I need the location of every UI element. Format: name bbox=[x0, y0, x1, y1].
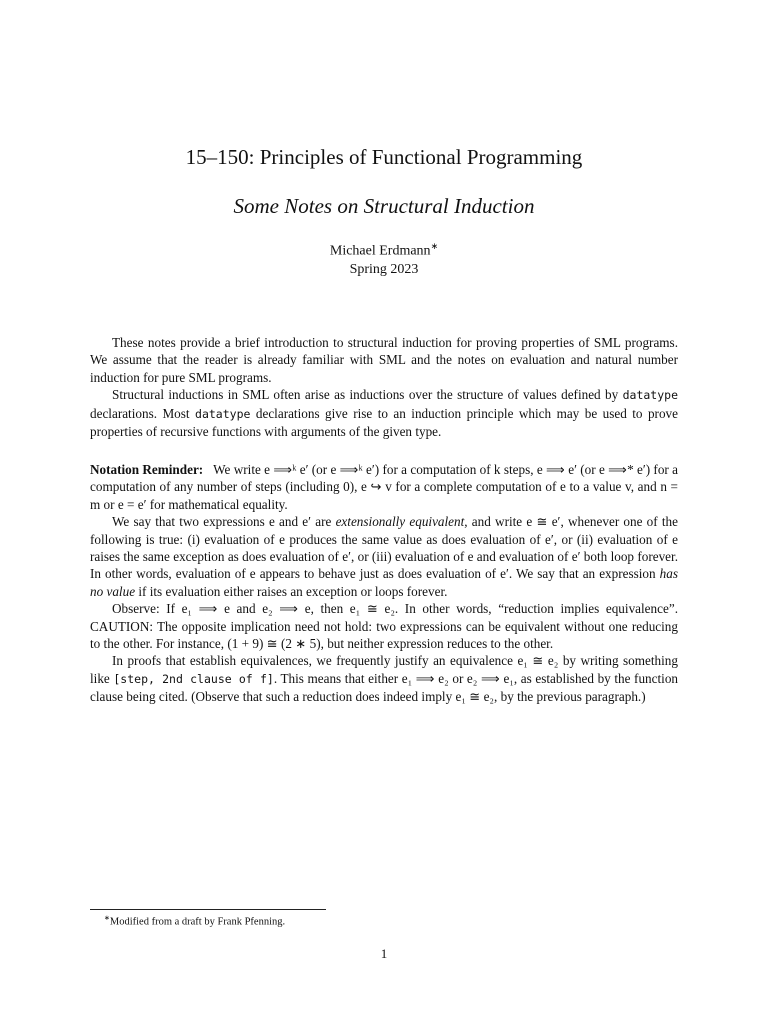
footnote-rule bbox=[90, 909, 326, 910]
text-run: We say that two expressions e and e′ are bbox=[112, 514, 336, 530]
footnote-text: Modified from a draft by Frank Pfenning. bbox=[109, 916, 286, 928]
footnote-mark: ∗ bbox=[104, 914, 110, 922]
document-subtitle: Some Notes on Structural Induction bbox=[233, 194, 535, 218]
text-run: Structural inductions in SML often arise as inductions over the structure of values defined by bbox=[112, 387, 623, 403]
notation-paragraph-3: Observe: If e₁ ⟹ e and e₂ ⟹ e, then e₁ ≅ e₂. In other words, “reduction implies equivalence”. CAUTION: The opposite implication need not hold: two expressions can be equivalent without one reducing to the other. For instance, (1 + 9) ≅ (2 ∗ 5), but neither expression reduces to the other. bbox=[90, 601, 678, 652]
page-number: 1 bbox=[380, 946, 388, 961]
author-name: Michael Erdmann bbox=[329, 243, 431, 259]
intro-paragraph-1: These notes provide a brief introduction to structural induction for proving properties of SML programs. We assume that the reader is already familiar with SML and the notes on evaluation and natural number induction for pure SML programs. bbox=[90, 335, 678, 385]
inline-code: datatype bbox=[195, 406, 251, 421]
author-line bbox=[0, 236, 768, 262]
author-footnote-mark: ∗ bbox=[430, 241, 439, 251]
text-run: if its evaluation either raises an exception or loops forever. bbox=[135, 583, 448, 599]
course-title: 15–150: Principles of Functional Programming bbox=[185, 145, 583, 169]
text-run: , and write e ≅ e′, whenever one of the following is true: (i) evaluation of e produces the same value as does evaluation of e′, or (ii) evaluation of e raises the same exception as does evaluation of e′, or (iii) evaluation of e and evaluation of e′ both loop forever. In other words, evaluation of e appears to behave just as does evaluation of e′. We say that an expression bbox=[90, 514, 678, 582]
inline-code: datatype bbox=[622, 388, 678, 403]
notation-paragraph-1 bbox=[90, 461, 678, 513]
emphasis: has no value bbox=[90, 566, 678, 599]
notation-paragraph-4 bbox=[90, 652, 678, 705]
emphasis: extensionally equivalent bbox=[335, 514, 465, 530]
intro-paragraph-2 bbox=[90, 386, 678, 440]
document-date: Spring 2023 bbox=[349, 262, 419, 277]
text-run: declarations. Most bbox=[90, 405, 196, 421]
intro-section bbox=[90, 334, 678, 440]
text-run: declarations give rise to an induction principle which may be used to prove properties of recursive functions with arguments of the given type. bbox=[90, 405, 678, 440]
text-run: In proofs that establish equivalences, we frequently justify an equivalence e₁ ≅ e₂ by writing something like bbox=[90, 653, 678, 686]
inline-code: [step, 2nd clause of f] bbox=[113, 671, 274, 686]
notation-paragraph-2 bbox=[90, 513, 678, 600]
notation-section bbox=[90, 461, 678, 706]
text-run: . This means that either e₁ ⟹ e₂ or e₂ ⟹ e₁, as established by the function clause being cited. (Observe that such a reduction does indeed imply e₁ ≅ e₂, by the previous paragraph.) bbox=[90, 670, 679, 705]
footnote bbox=[104, 911, 285, 930]
notation-heading: Notation Reminder: bbox=[90, 462, 204, 477]
text-run: We write e ⟹ᵏ e′ (or e ⟹ᵏ e′) for a computation of k steps, e ⟹ e′ (or e ⟹* e′) for a computation of any number of steps (including 0), e ↪ v for a complete computation of e to a value v, and n = m or e = e′ for mathematical equality. bbox=[90, 462, 678, 512]
